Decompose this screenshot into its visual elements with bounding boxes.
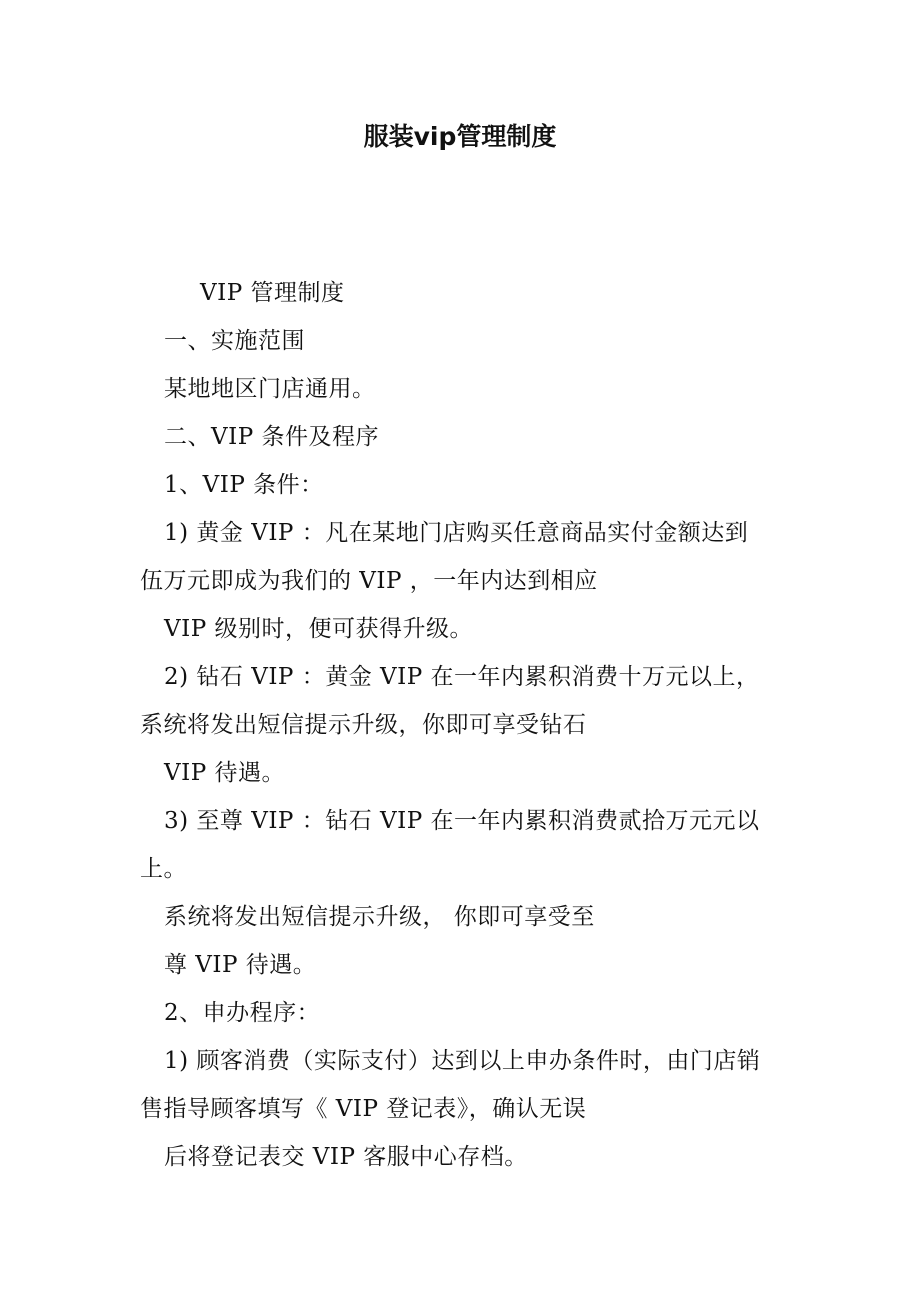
paragraph-line: VIP 待遇。 (164, 760, 285, 786)
paragraph-line: 某地地区门店通用。 (164, 376, 376, 402)
paragraph-line: 系统将发出短信提示升级， 你即可享受至 (164, 904, 595, 930)
paragraph-line: 系统将发出短信提示升级，你即可享受钻石 (140, 712, 587, 738)
section-heading: 一、实施范围 (164, 328, 305, 354)
paragraph-line: 伍万元即成为我们的 VIP ，一年内达到相应 (140, 568, 598, 594)
paragraph-line: 1) 黄金 VIP ：凡在某地门店购买任意商品实付金额达到 (164, 520, 749, 546)
paragraph-line: 1) 顾客消费（实际支付）达到以上申办条件时，由门店销 (164, 1048, 761, 1074)
section-heading: VIP 管理制度 (200, 280, 345, 306)
paragraph-line: 3) 至尊 VIP ：钻石 VIP 在一年内累积消费贰拾万元元以 (164, 808, 760, 834)
subsection-heading: 1、VIP 条件： (164, 472, 324, 498)
paragraph-line: 后将登记表交 VIP 客服中心存档。 (164, 1144, 528, 1170)
document-title: 服装vip管理制度 (363, 122, 557, 151)
paragraph-line: VIP 级别时，便可获得升级。 (164, 616, 473, 642)
paragraph-line: 2) 钻石 VIP ：黄金 VIP 在一年内累积消费十万元以上， (164, 664, 760, 690)
paragraph-line: 售指导顾客填写《 VIP 登记表》，确认无误 (140, 1096, 587, 1122)
paragraph-line: 尊 VIP 待遇。 (164, 952, 317, 978)
paragraph-line: 上。 (140, 856, 187, 882)
section-heading: 二、VIP 条件及程序 (164, 424, 379, 450)
subsection-heading: 2、申办程序： (164, 1000, 321, 1026)
